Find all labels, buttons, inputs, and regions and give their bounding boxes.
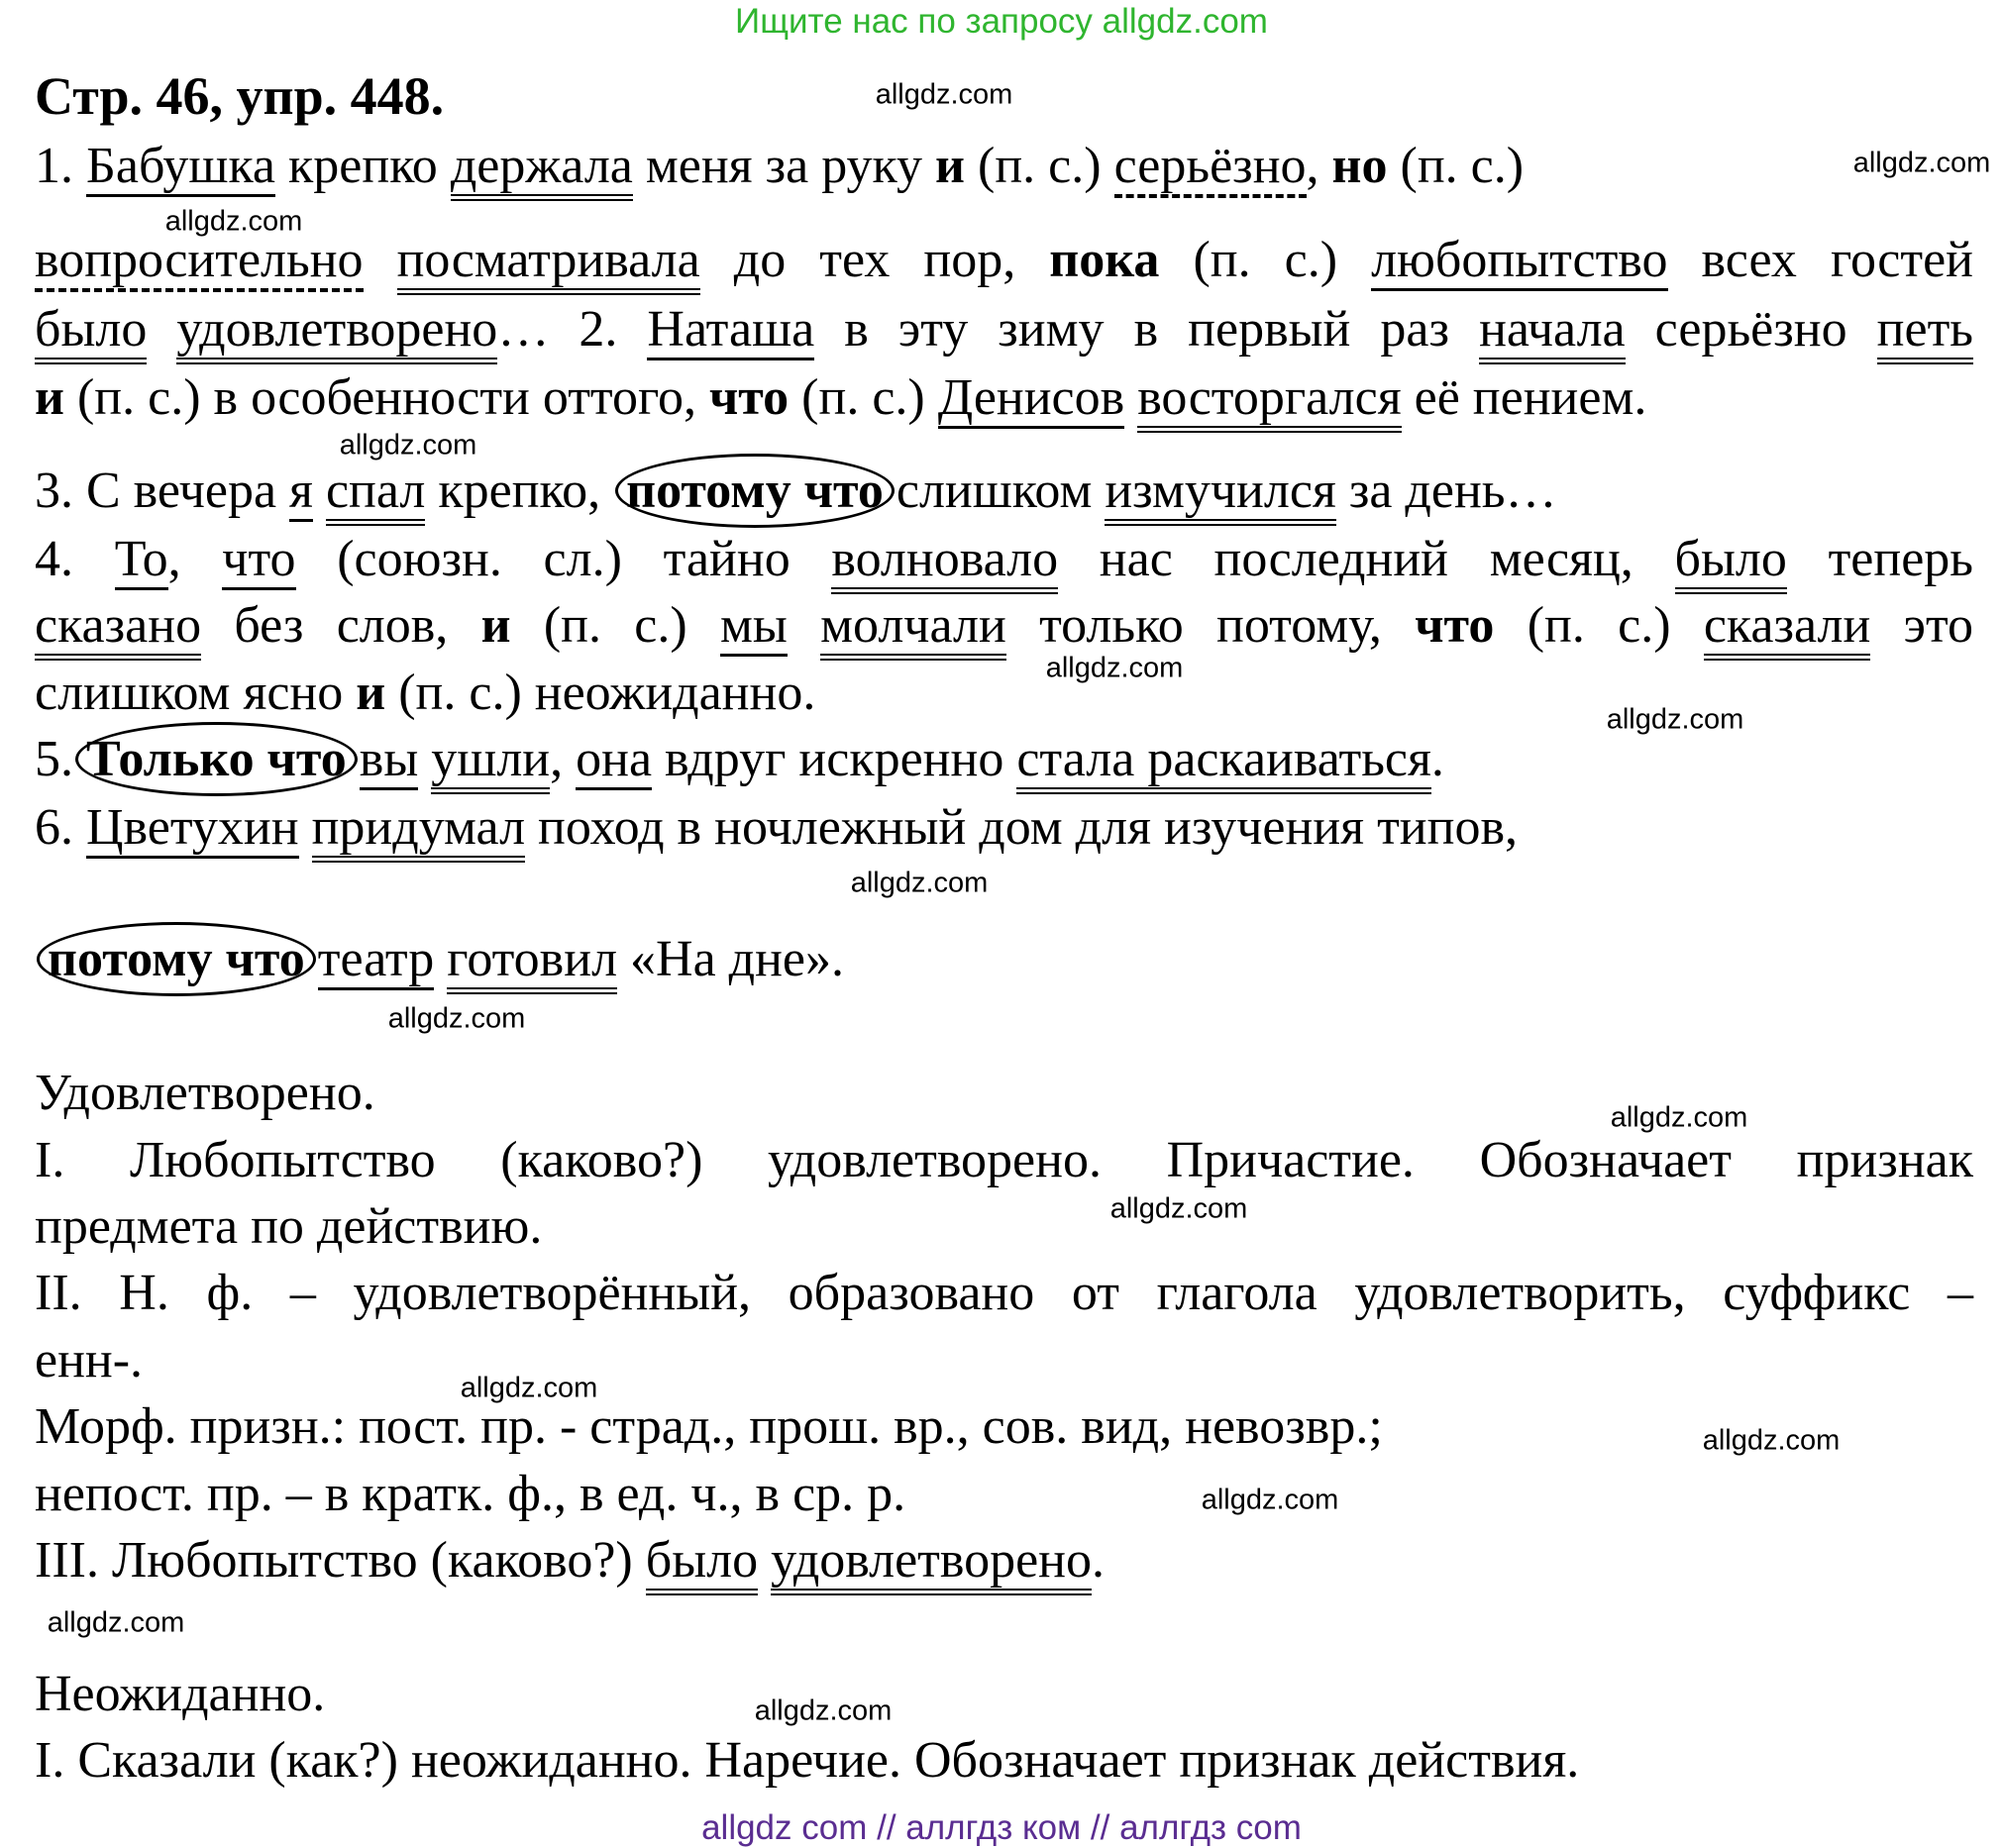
text: предмета по действию. (35, 1198, 543, 1255)
text-line (35, 730, 1444, 789)
text: (п. с.) (1387, 138, 1525, 194)
text: , (550, 731, 577, 787)
text-line (35, 300, 1973, 359)
text-line (35, 1465, 905, 1524)
conjunction-bold: и (356, 665, 386, 721)
text: (п. с.) в особенности оттого, (63, 369, 709, 426)
watermark-text: allgdz.com (1045, 652, 1184, 684)
text (434, 931, 447, 987)
text: Удовлетворено. (35, 1065, 375, 1121)
predicate-double-underlined: стала раскаиваться (1016, 731, 1431, 794)
text: . (1430, 731, 1444, 787)
text-line (35, 1331, 143, 1390)
subject-underlined: я (289, 462, 313, 522)
text: 4. (35, 531, 115, 587)
predicate-double-underlined: удовлетворено (176, 301, 497, 364)
watermark-text: allgdz.com (164, 205, 303, 238)
watermark-text: allgdz.com (387, 1002, 526, 1035)
text-line (35, 1665, 325, 1724)
text-line (35, 798, 1518, 858)
predicate-double-underlined: начала (1479, 301, 1626, 364)
conjunction-bold: пока (1049, 232, 1160, 288)
text: её пением. (1401, 369, 1647, 426)
watermark-text: allgdz.com (1201, 1484, 1339, 1516)
text: I. Любопытство (каково?) удовлетворено. Причастие. Обозначает признак (35, 1132, 1973, 1188)
predicate-double-underlined: было (35, 301, 147, 364)
predicate-double-underlined: восторгался (1137, 369, 1401, 433)
text: слишком (896, 462, 1106, 519)
predicate-double-underlined: петь (1877, 301, 1973, 364)
watermark-text: allgdz.com (754, 1694, 893, 1727)
text: , (167, 531, 223, 587)
text: (п. с.) (789, 369, 938, 426)
text: за день… (1335, 462, 1557, 519)
text (299, 799, 312, 856)
text: поход в ночлежный дом для изучения типов, (525, 799, 1519, 856)
circled-conjunction: потому что (37, 922, 316, 996)
text (758, 1532, 771, 1589)
text (147, 301, 176, 358)
text: 6. (35, 799, 86, 856)
text (1124, 369, 1137, 426)
text (364, 232, 397, 288)
text: III. Любопытство (каково?) (35, 1532, 646, 1589)
text: только потому, (1005, 597, 1416, 654)
watermark-text: allgdz.com (1610, 1101, 1748, 1134)
text-line (35, 368, 1646, 428)
text-line (35, 596, 1973, 656)
subject-underlined: театр (318, 931, 435, 990)
text: вдруг искренно (652, 731, 1017, 787)
text: теперь (1786, 531, 1974, 587)
text: 1. (35, 138, 86, 194)
subject-underlined: Цветухин (86, 799, 299, 859)
subject-underlined: вы (360, 731, 419, 790)
text: I. Сказали (как?) неожиданно. Наречие. Обозначает признак действия. (35, 1732, 1580, 1789)
text: слишком ясно (35, 665, 357, 721)
text: , (1306, 138, 1332, 194)
text: всех гостей (1667, 232, 1973, 288)
site-footer-banner: allgdz com // аллгдз ком // аллгдз com (701, 1808, 1302, 1847)
predicate-double-underlined: ушли (431, 731, 550, 794)
subject-underlined: То (115, 531, 168, 590)
text: Неожиданно. (35, 1666, 326, 1722)
predicate-double-underlined: придумал (312, 799, 525, 863)
predicate-double-underlined: посматривала (397, 232, 700, 295)
subject-underlined: что (222, 531, 295, 590)
watermark-text: allgdz.com (47, 1606, 185, 1639)
text-line (35, 1197, 542, 1257)
subject-underlined: Денисов (938, 369, 1124, 429)
predicate-double-underlined: держала (451, 138, 633, 201)
text: нас последний месяц, (1058, 531, 1675, 587)
predicate-double-underlined: готовил (447, 931, 617, 994)
watermark-text: allgdz.com (460, 1372, 598, 1404)
text-line (35, 1397, 1383, 1457)
watermark-text: allgdz.com (1109, 1192, 1248, 1225)
subject-underlined: любопытство (1371, 232, 1667, 291)
text (313, 462, 326, 519)
conjunction-bold: что (1415, 597, 1495, 654)
subject-underlined: Наташа (647, 301, 814, 360)
text-line (35, 137, 1524, 196)
page-title: Стр. 46, упр. 448. (35, 66, 445, 126)
text: 3. С вечера (35, 462, 290, 519)
subject-underlined: она (576, 731, 652, 790)
text: без слов, (201, 597, 481, 654)
text: непост. пр. – в кратк. ф., в ед. ч., в ср. р. (35, 1466, 906, 1522)
text: Морф. призн.: пост. пр. - страд., прош. вр., сов. вид, невозвр.; (35, 1398, 1383, 1455)
predicate-double-underlined: волновало (831, 531, 1058, 594)
text: серьёзно (1625, 301, 1877, 358)
conjunction-bold: что (708, 369, 790, 426)
subject-underlined: мы (720, 597, 788, 657)
predicate-double-underlined: сказано (35, 597, 201, 661)
text: это (1870, 597, 1973, 654)
adverbial-dashed-underlined: серьёзно (1114, 138, 1307, 198)
watermark-text: allgdz.com (850, 867, 989, 899)
text: … 2. (497, 301, 648, 358)
text: (п. с.) (965, 138, 1114, 194)
text-line (35, 1731, 1579, 1791)
predicate-double-underlined: сказали (1704, 597, 1871, 661)
text: (союзн. сл.) тайно (295, 531, 832, 587)
conjunction-bold: и (480, 597, 511, 654)
watermark-text: allgdz.com (1606, 703, 1744, 736)
watermark-text: allgdz.com (1852, 147, 1991, 179)
text-line (35, 231, 1973, 290)
text (788, 597, 820, 654)
text: меня за руку (632, 138, 936, 194)
text-line (35, 930, 844, 989)
predicate-double-underlined: молчали (820, 597, 1006, 661)
text: II. Н. ф. – удовлетворённый, образовано от глагола удовлетворить, суффикс – (35, 1265, 1973, 1321)
text-line (35, 1131, 1973, 1190)
text: крепко (275, 138, 451, 194)
predicate-double-underlined: было (1675, 531, 1787, 594)
conjunction-bold: и (935, 138, 966, 194)
text-line (35, 462, 1557, 521)
text: «На дне». (617, 931, 845, 987)
text: (п. с.) (1494, 597, 1704, 654)
site-header-banner: Ищите нас по запросу allgdz.com (735, 2, 1268, 41)
text: 5. (35, 731, 73, 787)
text-line (35, 1064, 375, 1123)
text: в эту зиму в первый раз (814, 301, 1480, 358)
predicate-double-underlined: удовлетворено (771, 1532, 1092, 1595)
text: . (1092, 1532, 1106, 1589)
text: до тех пор, (699, 232, 1050, 288)
text-line (35, 1264, 1973, 1323)
watermark-text: allgdz.com (1702, 1424, 1841, 1457)
text: (п. с.) (1159, 232, 1372, 288)
conjunction-bold: но (1331, 138, 1388, 194)
predicate-double-underlined: было (646, 1532, 758, 1595)
subject-underlined: Бабушка (86, 138, 275, 197)
circled-conjunction: Только что (75, 722, 358, 796)
text: (п. с.) (510, 597, 720, 654)
text: енн-. (35, 1332, 144, 1388)
text: (п. с.) неожиданно. (385, 665, 816, 721)
text-line (35, 664, 815, 723)
watermark-text: allgdz.com (875, 78, 1013, 111)
adverbial-dashed-underlined: вопросительно (35, 232, 364, 292)
watermark-text: allgdz.com (339, 429, 477, 462)
predicate-double-underlined: измучился (1105, 462, 1335, 526)
text: крепко, (425, 462, 614, 519)
text (418, 731, 431, 787)
conjunction-bold: и (35, 369, 64, 426)
text-line (35, 530, 1973, 589)
circled-conjunction: потому что (615, 454, 895, 528)
text-line (35, 1531, 1105, 1591)
predicate-double-underlined: спал (326, 462, 425, 526)
